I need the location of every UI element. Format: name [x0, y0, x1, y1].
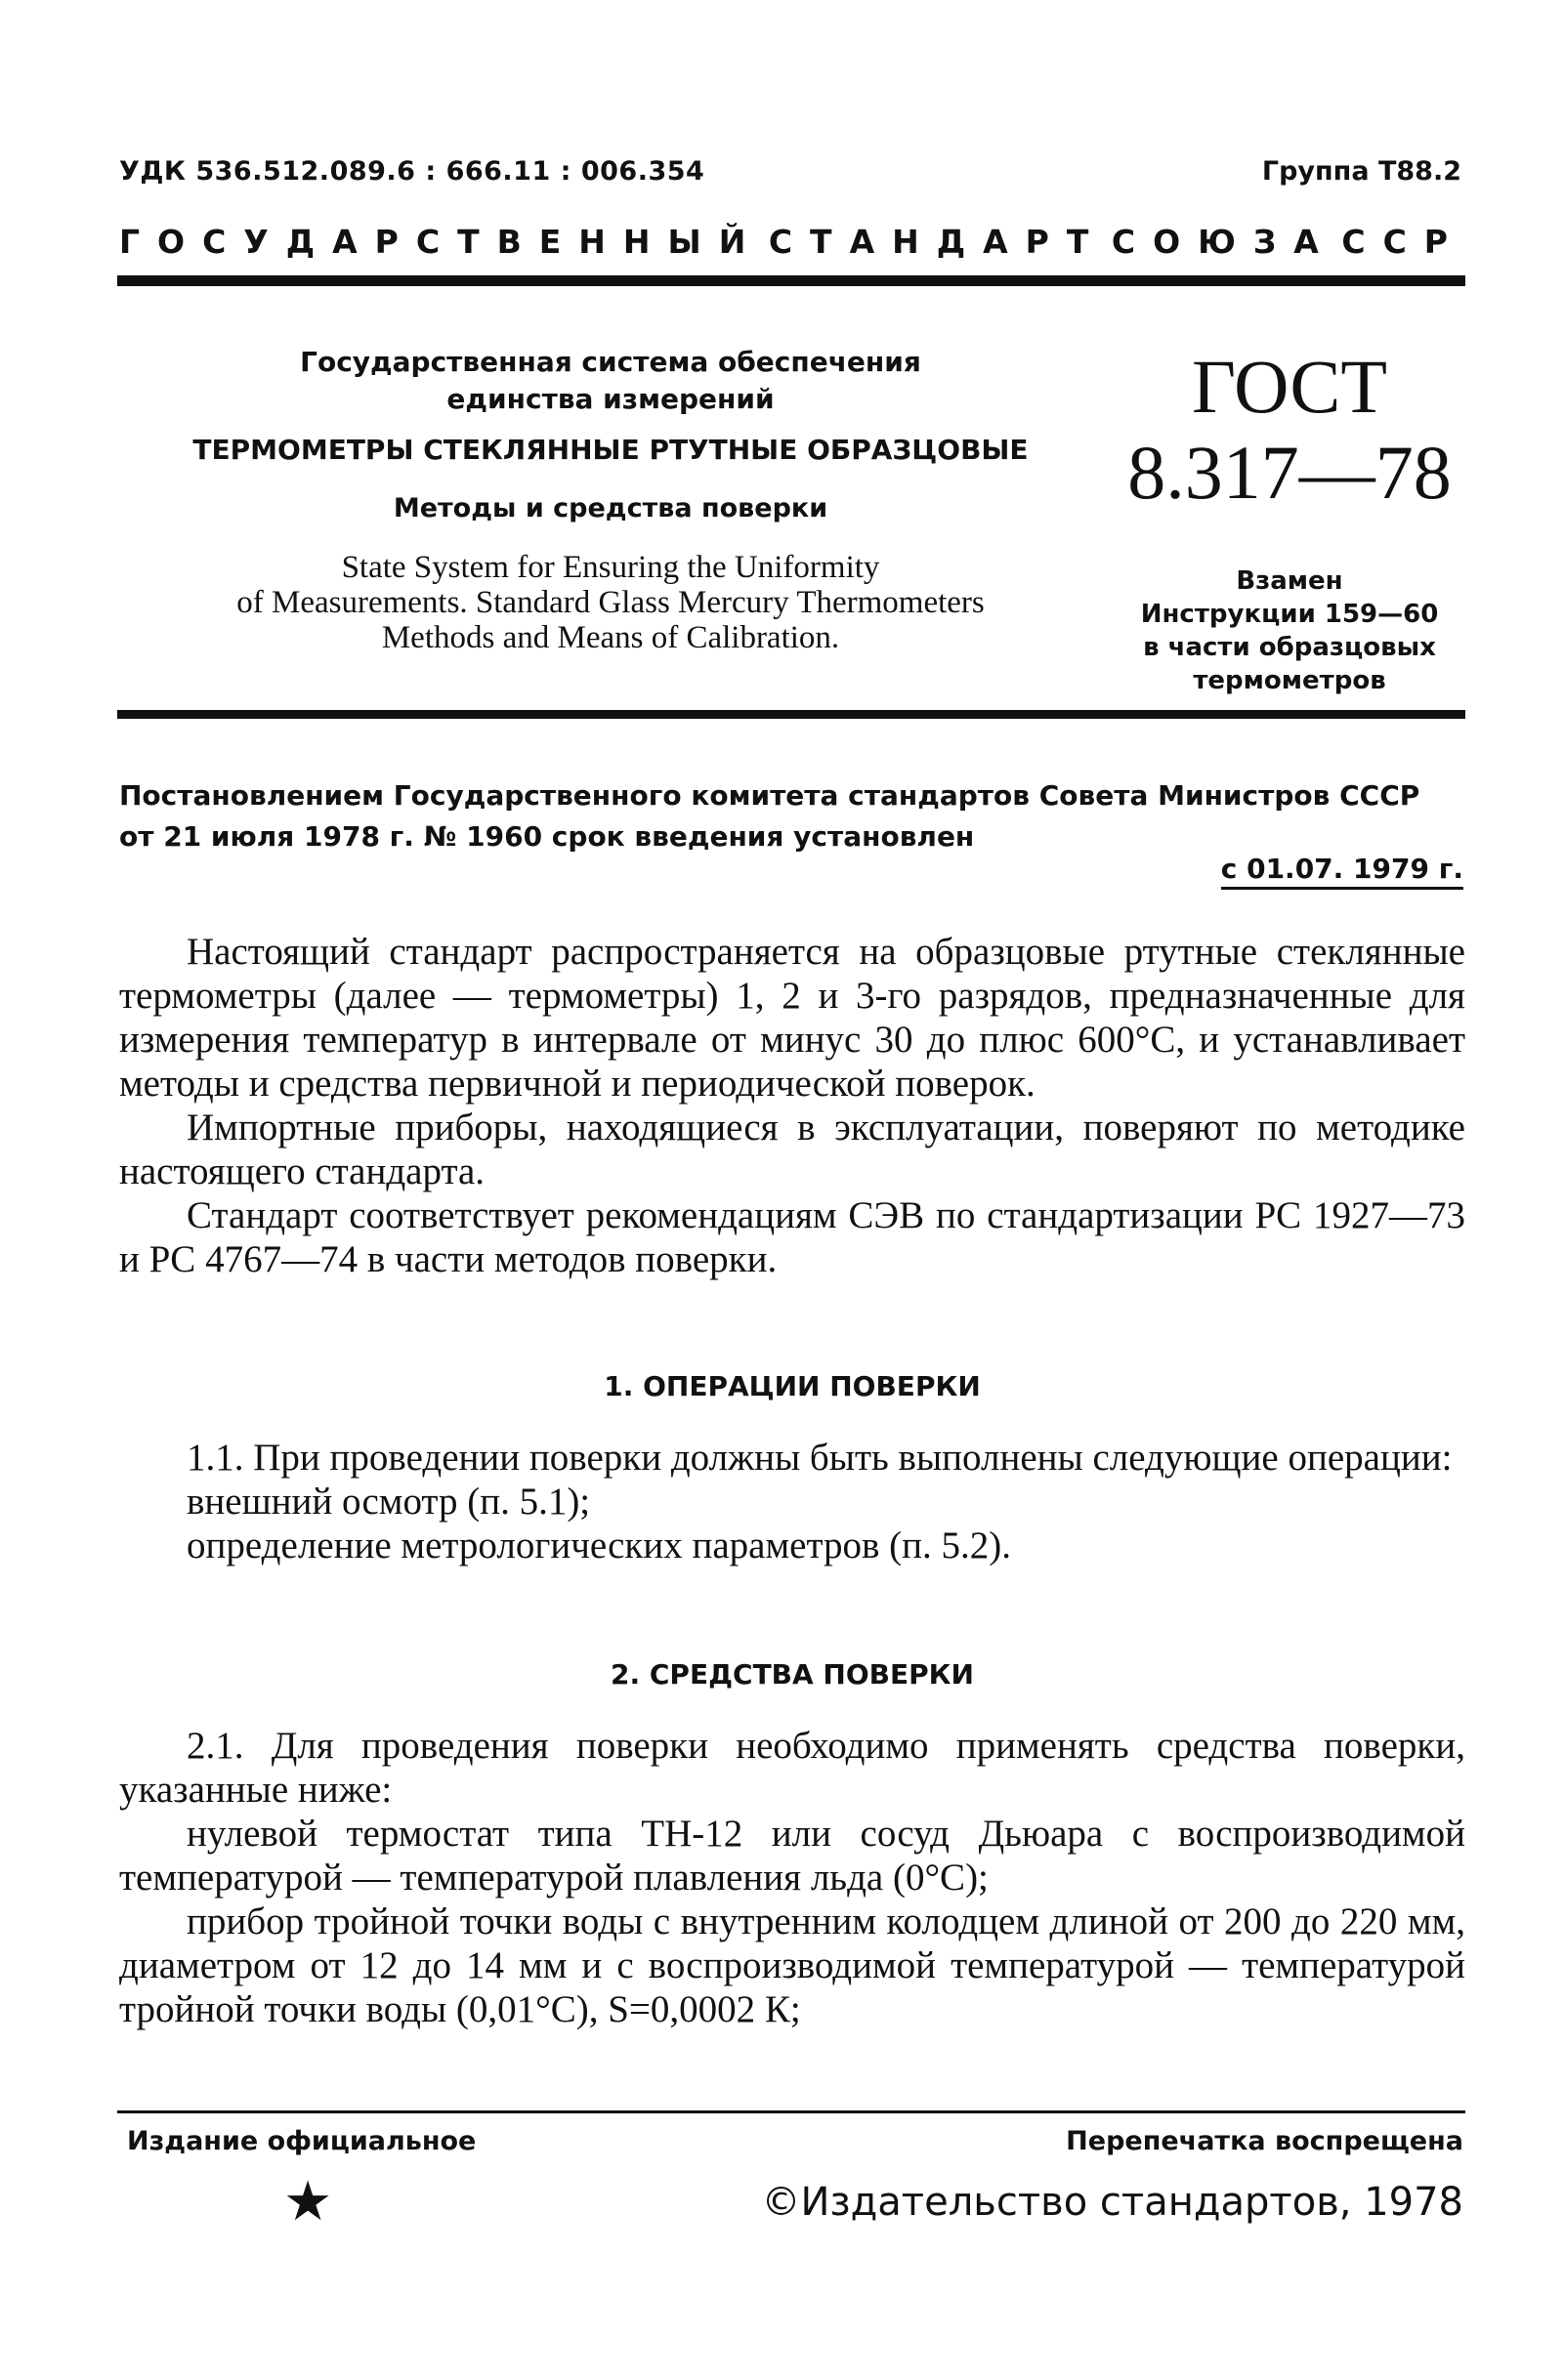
intro-paragraph-2: Импортные приборы, находящиеся в эксплуатации, поверяют по методике настоящего стандарта.: [119, 1106, 1465, 1192]
replaces-line-4: термометров: [1193, 666, 1386, 695]
section-1-body: [119, 1436, 1465, 1567]
decree-text: [119, 775, 1467, 857]
section-2-body: [119, 1724, 1465, 2031]
star-icon: ★: [283, 2172, 333, 2233]
replaces-line-2: Инструкции 159—60: [1140, 600, 1439, 629]
replaces-line-3: в части образцовых: [1143, 633, 1436, 662]
header-word-4: ССР: [1341, 223, 1465, 261]
publisher-copyright: ©Издательство стандартов, 1978: [761, 2180, 1463, 2225]
header-word-3: СОЮЗА: [1111, 223, 1336, 261]
section-2-paragraph-1: 2.1. Для проведения поверки необходимо применять средства поверки, указанные ниже:: [119, 1725, 1465, 1811]
replaces-note: [1114, 564, 1465, 697]
system-title-line-2: единства измерений: [446, 383, 775, 415]
section-2-heading: 2. СРЕДСТВА ПОВЕРКИ: [611, 1658, 974, 1691]
header-word-1: ГОСУДАРСТВЕННЫЙ: [119, 223, 764, 261]
main-title: ТЕРМОМЕТРЫ СТЕКЛЯННЫЕ РТУТНЫЕ ОБРАЗЦОВЫЕ: [192, 434, 1029, 466]
gost-label: ГОСТ: [1191, 344, 1388, 429]
section-2-paragraph-2: нулевой термостат типа ТН-12 или сосуд Дьюара с воспроизводимой температурой — температурой плавления льда (0°С);: [119, 1813, 1465, 1899]
decree-line-1: Постановлением Государственного комитета стандартов Совета Министров СССР: [119, 779, 1420, 812]
replaces-line-1: Взамен: [1236, 566, 1343, 596]
section-1-heading: 1. ОПЕРАЦИИ ПОВЕРКИ: [604, 1370, 981, 1402]
gost-designation: [1114, 344, 1465, 516]
section-1-item-2: определение метрологических параметров (п. 5.2).: [187, 1524, 1012, 1566]
english-title: [127, 550, 1094, 655]
intro-paragraph-3: Стандарт соответствует рекомендациям СЭВ по стандартизации PC 1927—73 и PC 4767—74 в части методов поверки.: [119, 1194, 1465, 1280]
system-title-line-1: Государственная система обеспечения: [300, 346, 921, 378]
official-edition-note: Издание официальное: [127, 2126, 477, 2156]
header-divider: [117, 275, 1465, 286]
methods-subtitle: Методы и средства поверки: [393, 493, 828, 523]
gost-number: 8.317—78: [1127, 430, 1452, 515]
decree-line-2: от 21 июля 1978 г. № 1960 срок введения установлен: [119, 820, 975, 853]
english-title-line-1: State System for Ensuring the Uniformity: [341, 550, 880, 585]
title-divider: [117, 710, 1465, 719]
section-1-item-1: внешний осмотр (п. 5.1);: [187, 1481, 591, 1523]
system-title: [127, 344, 1094, 418]
header-word-2: СТАНДАРТ: [768, 223, 1107, 261]
reprint-prohibited-note: Перепечатка воспрещена: [1066, 2126, 1463, 2156]
english-title-line-3: Methods and Means of Calibration.: [381, 620, 840, 655]
section-1-paragraph-1: 1.1. При проведении поверки должны быть выполнены следующие операции:: [187, 1437, 1453, 1479]
footer-divider: [117, 2110, 1465, 2113]
group-code: Группа Т88.2: [1261, 156, 1461, 187]
effective-date: с 01.07. 1979 г.: [1221, 853, 1463, 890]
intro-paragraph-1: Настоящий стандарт распространяется на образцовые ртутные стеклянные термометры (далее — термометры) 1, 2 и 3-го разрядов, предназначенные для измерения температур в интервале от минус 30 до плюс 600°С, и устанавливает методы и средства первичной и периодической поверок.: [119, 931, 1465, 1105]
section-2-paragraph-3: прибор тройной точки воды с внутренним колодцем длиной от 200 до 220 мм, диаметром от 12 до 14 мм и с воспроизводимой температурой — температурой тройной точки воды (0,01°С), S=0,0002 К;: [119, 1900, 1465, 2030]
intro-section: [119, 930, 1465, 1281]
english-title-line-2: of Measurements. Standard Glass Mercury Thermometers: [236, 585, 985, 620]
standard-header-title: [119, 223, 1465, 261]
udk-code: УДК 536.512.089.6 : 666.11 : 006.354: [119, 156, 705, 187]
